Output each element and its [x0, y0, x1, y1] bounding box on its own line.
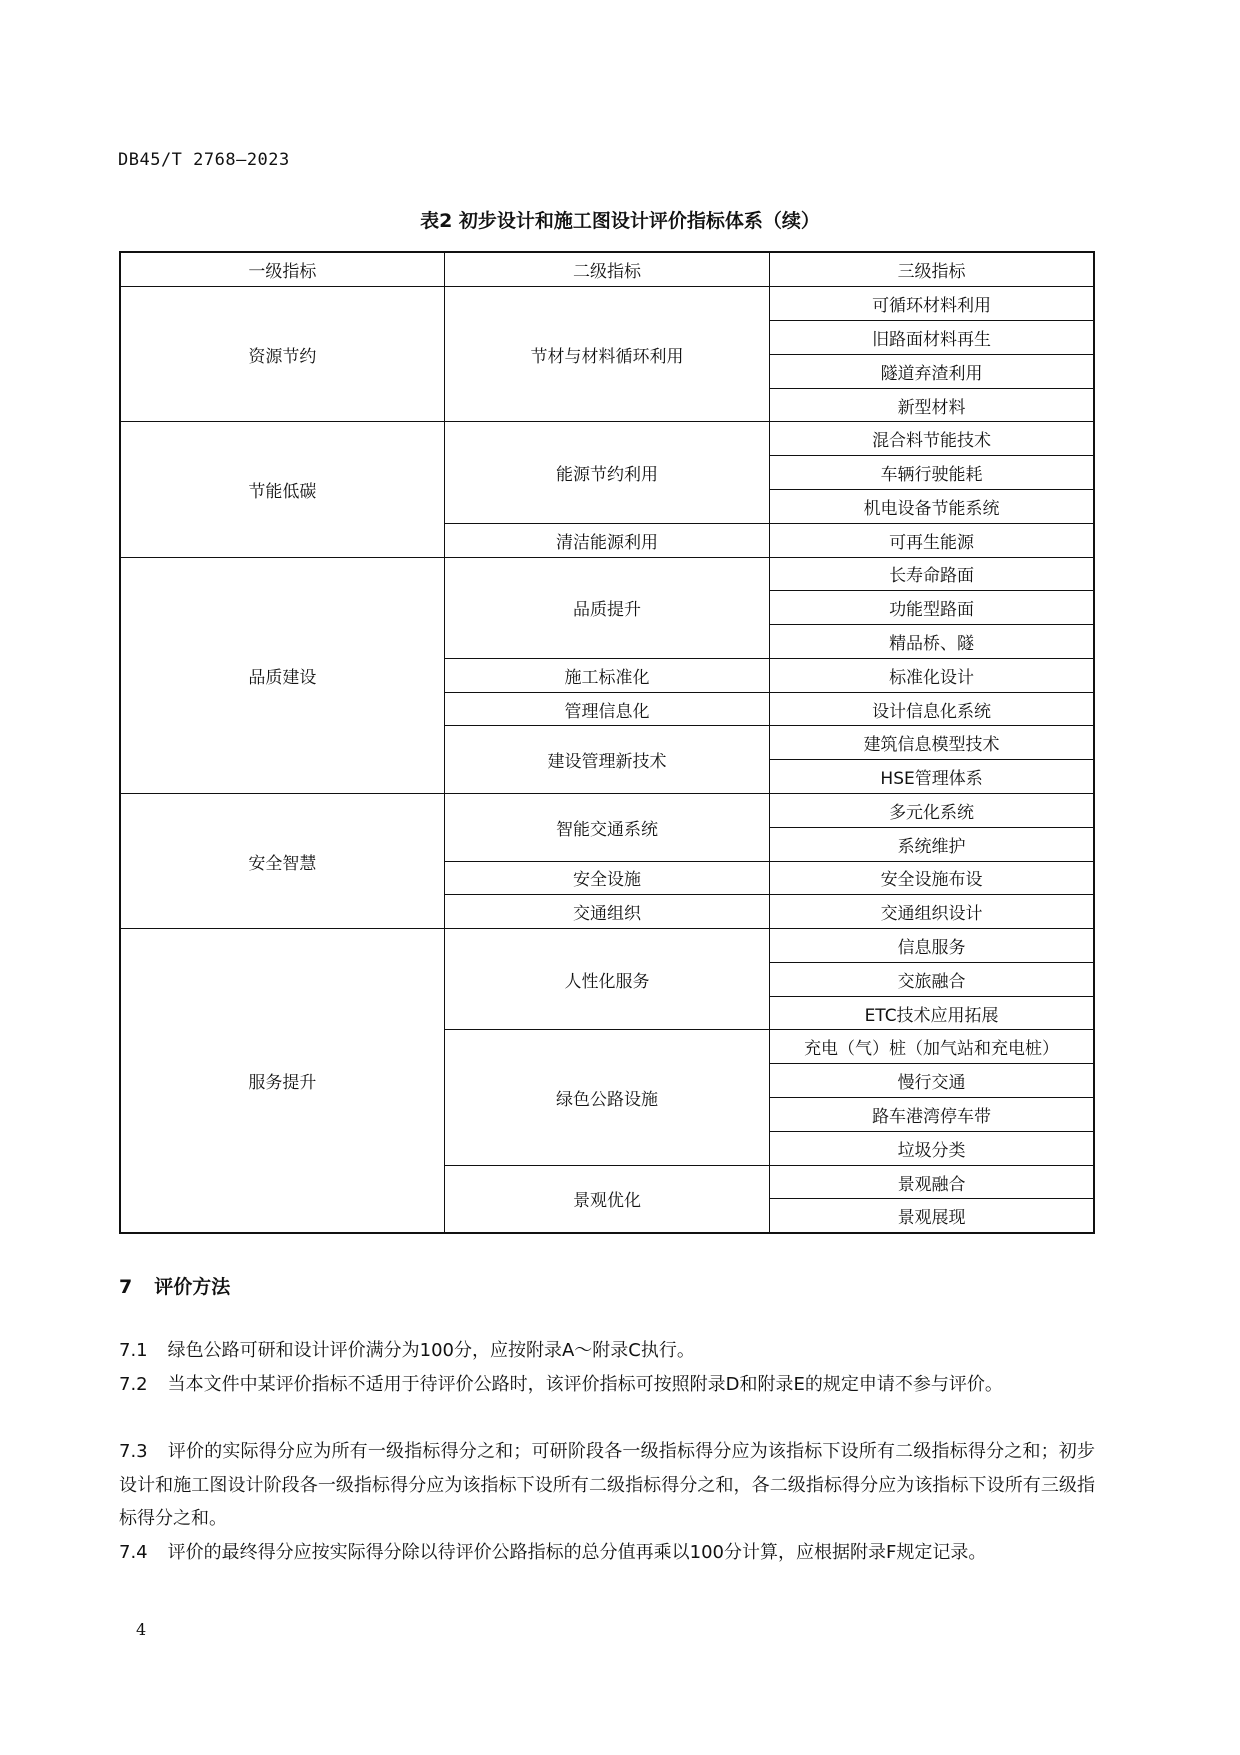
level3-cell: 信息服务 — [770, 929, 1094, 963]
paragraph-text: 当本文件中某评价指标不适用于待评价公路时，该评价指标可按照附录D和附录E的规定申请不参与评价。 — [167, 1374, 1003, 1395]
level3-cell: 可循环材料利用 — [770, 287, 1094, 321]
paragraph — [119, 1334, 1095, 1368]
column-header: 三级指标 — [770, 252, 1094, 287]
level2-cell: 清洁能源利用 — [444, 523, 769, 557]
level3-cell: 系统维护 — [770, 827, 1094, 861]
level3-cell: 建筑信息模型技术 — [770, 726, 1094, 760]
level2-cell: 景观优化 — [444, 1165, 769, 1233]
level1-cell: 资源节约 — [120, 287, 444, 422]
table-row — [120, 929, 1094, 963]
column-header: 一级指标 — [120, 252, 444, 287]
level2-cell: 安全设施 — [444, 861, 769, 895]
section-title: 评价方法 — [154, 1276, 231, 1298]
table-title: 表2 初步设计和施工图设计评价指标体系（续） — [420, 210, 820, 232]
level3-cell: 交通组织设计 — [770, 895, 1094, 929]
evaluation-index-table — [119, 251, 1095, 1234]
section-heading — [119, 1272, 230, 1299]
level3-cell: 车辆行驶能耗 — [770, 456, 1094, 490]
document-code: DB45/T 2768—2023 — [118, 150, 290, 170]
table-row — [120, 794, 1094, 828]
table-header-row — [120, 252, 1094, 287]
page-number: 4 — [136, 1620, 147, 1639]
level3-cell: 旧路面材料再生 — [770, 321, 1094, 355]
level3-cell: 景观展现 — [770, 1199, 1094, 1233]
paragraph — [119, 1536, 1095, 1570]
table-row — [120, 287, 1094, 321]
level3-cell: 慢行交通 — [770, 1064, 1094, 1098]
level3-cell: 设计信息化系统 — [770, 692, 1094, 726]
level2-cell: 品质提升 — [444, 557, 769, 658]
level1-cell: 品质建设 — [120, 557, 444, 793]
level2-cell: 交通组织 — [444, 895, 769, 929]
level3-cell: HSE管理体系 — [770, 760, 1094, 794]
section-number: 7 — [119, 1276, 133, 1298]
level3-cell: 新型材料 — [770, 388, 1094, 422]
level3-cell: 标准化设计 — [770, 658, 1094, 692]
paragraph-text: 评价的实际得分应为所有一级指标得分之和；可研阶段各一级指标得分应为该指标下设所有二级指标得分之和；初步设计和施工图设计阶段各一级指标得分应为该指标下设所有二级指标得分之和，各二级指标得分应为该指标下设所有三级指标得分之和。 — [119, 1441, 1095, 1529]
level3-cell: 充电（气）桩（加气站和充电桩） — [770, 1030, 1094, 1064]
paragraph-number: 7.3 — [119, 1441, 148, 1462]
paragraph — [119, 1368, 1095, 1402]
level3-cell: 垃圾分类 — [770, 1131, 1094, 1165]
column-header: 二级指标 — [444, 252, 769, 287]
level2-cell: 施工标准化 — [444, 658, 769, 692]
level3-cell: 混合料节能技术 — [770, 422, 1094, 456]
table-row — [120, 557, 1094, 591]
level2-cell: 管理信息化 — [444, 692, 769, 726]
level3-cell: ETC技术应用拓展 — [770, 996, 1094, 1030]
level1-cell: 安全智慧 — [120, 794, 444, 929]
level3-cell: 路车港湾停车带 — [770, 1098, 1094, 1132]
level2-cell: 能源节约利用 — [444, 422, 769, 523]
level2-cell: 绿色公路设施 — [444, 1030, 769, 1165]
level2-cell: 人性化服务 — [444, 929, 769, 1030]
level3-cell: 机电设备节能系统 — [770, 489, 1094, 523]
level3-cell: 长寿命路面 — [770, 557, 1094, 591]
level1-cell: 节能低碳 — [120, 422, 444, 557]
level2-cell: 节材与材料循环利用 — [444, 287, 769, 422]
paragraph-number: 7.4 — [119, 1542, 148, 1563]
level2-cell: 智能交通系统 — [444, 794, 769, 862]
level2-cell: 建设管理新技术 — [444, 726, 769, 794]
level3-cell: 功能型路面 — [770, 591, 1094, 625]
level3-cell: 景观融合 — [770, 1165, 1094, 1199]
level3-cell: 精品桥、隧 — [770, 625, 1094, 659]
level3-cell: 隧道弃渣利用 — [770, 354, 1094, 388]
table-row — [120, 422, 1094, 456]
paragraph-text: 绿色公路可研和设计评价满分为100分，应按附录A～附录C执行。 — [167, 1340, 695, 1361]
paragraph-number: 7.2 — [119, 1374, 148, 1395]
level3-cell: 交旅融合 — [770, 962, 1094, 996]
level1-cell: 服务提升 — [120, 929, 444, 1233]
level3-cell: 安全设施布设 — [770, 861, 1094, 895]
level3-cell: 多元化系统 — [770, 794, 1094, 828]
level3-cell: 可再生能源 — [770, 523, 1094, 557]
paragraph — [119, 1435, 1095, 1536]
paragraph-number: 7.1 — [119, 1340, 148, 1361]
paragraph-text: 评价的最终得分应按实际得分除以待评价公路指标的总分值再乘以100分计算，应根据附录F规定记录。 — [167, 1542, 987, 1563]
